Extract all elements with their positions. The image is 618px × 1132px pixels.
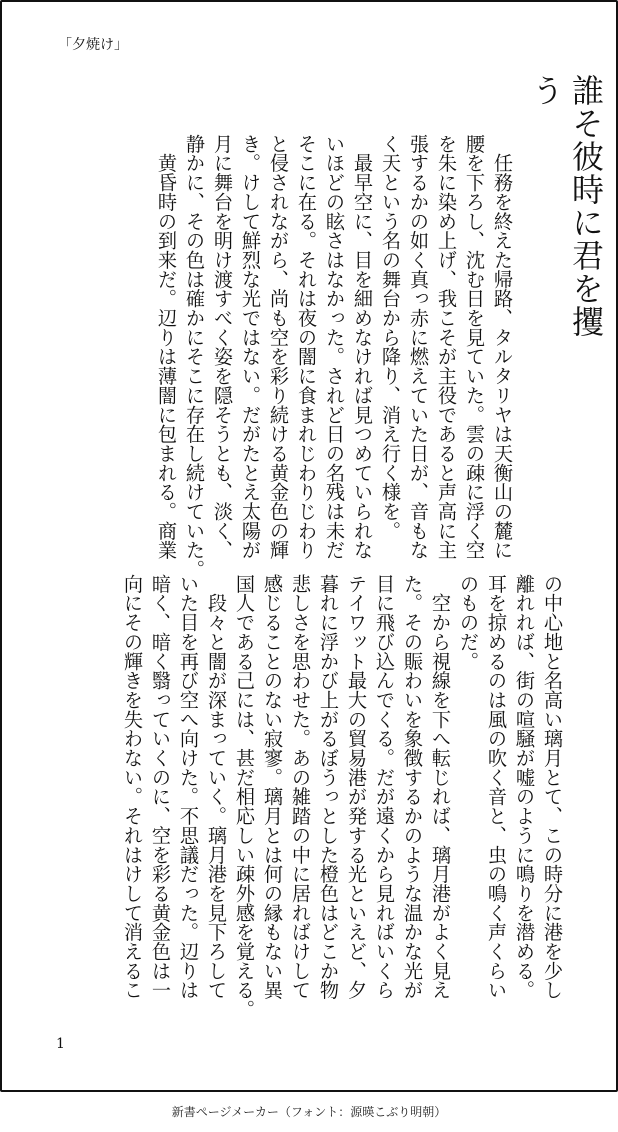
text-line: 悲しさを思わせた。あの雑踏の中に居ればけして bbox=[289, 574, 312, 1000]
text-line: の中心地と名高い璃月とて、この時分に港を少し bbox=[541, 574, 564, 1000]
text-line: 任務を終えた帰路、タルタリヤは天衡山の麓に bbox=[491, 134, 514, 560]
text-line: のものだ。 bbox=[457, 574, 480, 671]
text-line: 目に飛び込んでくる。だが遠くから見ればいくら bbox=[373, 574, 396, 1000]
text-line: き。けして鮮烈な光ではない。だがたとえ太陽が bbox=[239, 134, 262, 560]
text-line: 静かに、その色は確かにそこに存在し続けていた。 bbox=[183, 134, 206, 580]
text-line: 段々と闇が深まっていく。璃月港を見下ろして bbox=[205, 574, 228, 1000]
text-line: く天という名の舞台から降り、消え行く様を。 bbox=[379, 134, 402, 541]
text-line: た。その賑わいを象徴するかのような温かな光が bbox=[401, 574, 424, 1000]
text-line: 月に舞台を明け渡すべく姿を隠そうとも、淡く、 bbox=[211, 134, 234, 560]
text-line: 感じることのない寂寥。璃月とは何の縁もない異 bbox=[261, 574, 284, 1000]
text-line: 離れれば、街の喧騒が嘘のように鳴りを潜める。 bbox=[513, 574, 536, 1000]
text-block-top bbox=[152, 134, 516, 580]
text-line: 黄昏時の到来だ。辺りは薄闇に包まれる。商業 bbox=[155, 134, 178, 560]
text-line: 暗く、暗く翳っていくのに、空を彩る黄金色は一 bbox=[149, 574, 172, 1000]
text-line: テイワット最大の貿易港が発する光といえど、夕 bbox=[345, 574, 368, 1000]
text-line: いた目を再び空へ向けた。不思議だった。辺りは bbox=[177, 574, 200, 1000]
running-header: 「夕焼け」 bbox=[58, 37, 128, 53]
text-line: 向にその輝きを失わない。それはけして消えるこ bbox=[121, 574, 144, 1000]
text-line: そこに在る。それは夜の闇に食まれじわりじわり bbox=[295, 134, 318, 560]
text-line: と侵されながら、尚も空を彩り続ける黄金色の輝 bbox=[267, 134, 290, 560]
text-line: 張するかの如く真っ赤に燃えていた日が、音もな bbox=[407, 134, 430, 560]
story-title: 誰そ彼時に君を攫う bbox=[527, 74, 605, 338]
footer-credit: 新書ページメーカー（フォント：源暎こぶり明朝） bbox=[171, 1105, 447, 1119]
text-line: 腰を下ろし、沈む日を見ていた。雲の疎に浮く空 bbox=[463, 134, 486, 560]
text-line: 耳を掠めるのは風の吹く音と、虫の鳴く声くらい bbox=[485, 574, 508, 1000]
text-line: いほどの眩さはなかった。されど日の名残は未だ bbox=[323, 134, 346, 560]
text-block-bottom bbox=[118, 574, 566, 1020]
text-line: 国人である己には、甚だ相応しい疎外感を覚える。 bbox=[233, 574, 256, 1020]
page-number: 1 bbox=[56, 1036, 65, 1052]
text-line: を朱に染め上げ、我こそが主役であると声高に主 bbox=[435, 134, 458, 560]
text-line: 空から視線を下へ転じれば、璃月港がよく見え bbox=[429, 574, 452, 1000]
text-line: 最早空に、目を細めなければ見つめていられな bbox=[351, 134, 374, 560]
text-line: 暮れに浮かび上がるぼうっとした橙色はどこか物 bbox=[317, 574, 340, 1000]
